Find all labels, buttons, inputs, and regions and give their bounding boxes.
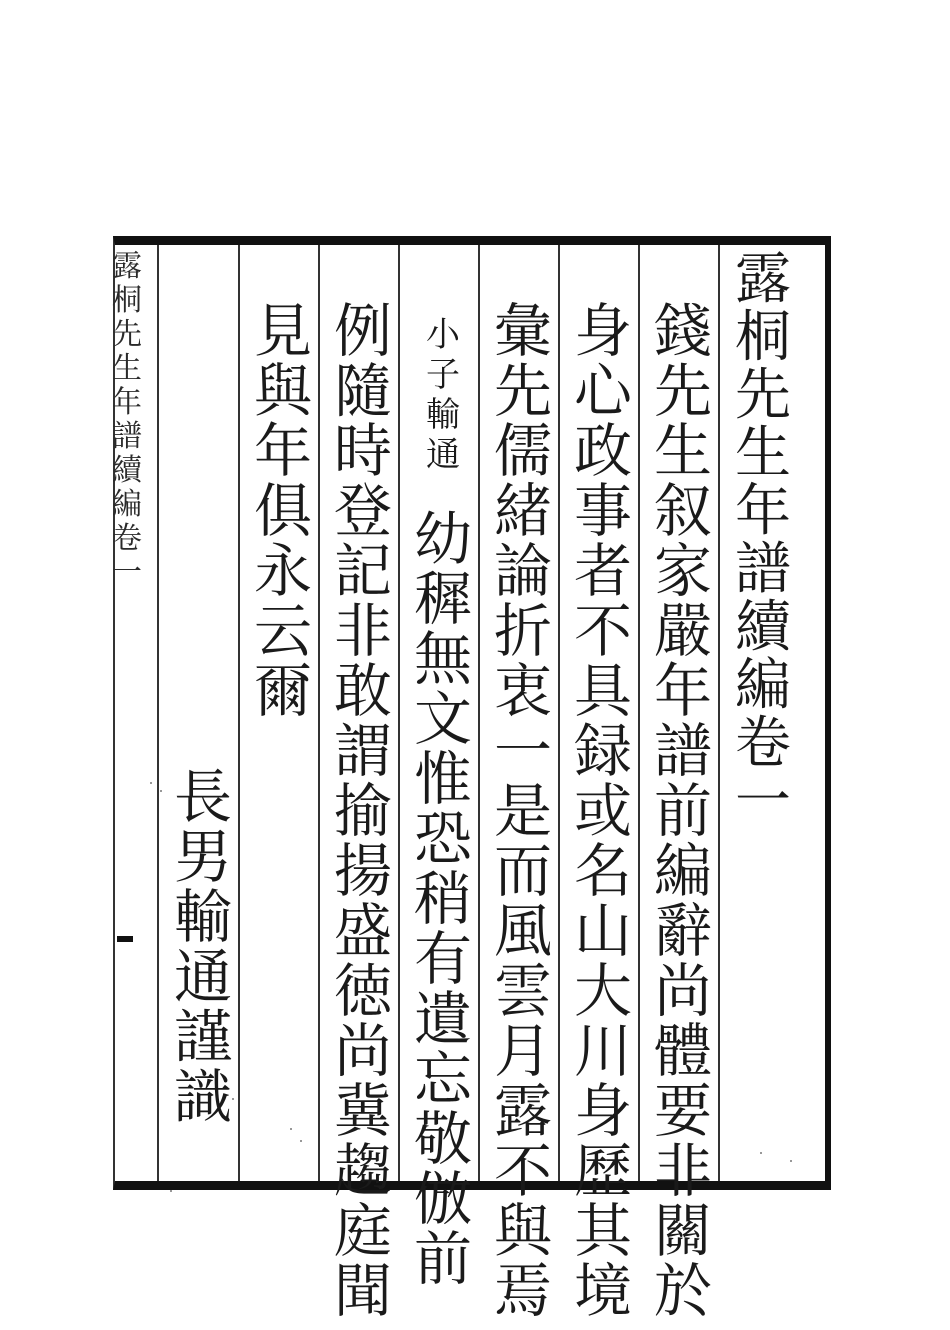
text-char: 者	[573, 537, 632, 605]
note-char: 通	[426, 435, 460, 475]
text-char: 敢	[333, 657, 392, 725]
title-char: 續	[735, 595, 791, 660]
text-char: 聞	[333, 1257, 392, 1325]
text-char: 論	[493, 537, 552, 605]
text-char: 折	[493, 597, 552, 665]
column-rule	[478, 245, 480, 1181]
text-column-1	[648, 297, 718, 1325]
text-char: 揚	[333, 837, 392, 905]
text-char: 是	[493, 777, 552, 845]
text-char: 名	[573, 837, 632, 905]
text-char: 緒	[493, 477, 552, 545]
text-char: 與	[493, 1197, 552, 1265]
column-rule	[638, 245, 640, 1181]
column-rule	[718, 245, 720, 1181]
column-rule	[398, 245, 400, 1181]
margin-char: 譜	[112, 419, 142, 454]
text-char: 衷	[493, 657, 552, 725]
text-char: 年	[253, 417, 312, 485]
text-char: 政	[573, 417, 632, 485]
text-column-5	[328, 297, 398, 1325]
text-char: 非	[333, 597, 392, 665]
text-char: 山	[573, 897, 632, 965]
text-char: 年	[653, 657, 712, 725]
text-char: 幼	[413, 505, 472, 573]
text-char: 其	[573, 1197, 632, 1265]
margin-char: 露	[112, 249, 142, 284]
text-char: 前	[413, 1225, 472, 1293]
signature-char: 通	[173, 943, 232, 1011]
text-char: 見	[253, 297, 312, 365]
scan-speck	[170, 1190, 172, 1192]
text-char: 揄	[333, 777, 392, 845]
text-column-2	[568, 297, 638, 1325]
signature-char: 長	[173, 763, 232, 831]
text-char: 稍	[413, 865, 472, 933]
text-char: 與	[253, 357, 312, 425]
text-char: 焉	[493, 1257, 552, 1325]
text-char: 盛	[333, 897, 392, 965]
text-char: 要	[653, 1077, 712, 1145]
column-rule	[558, 245, 560, 1181]
text-char: 遺	[413, 985, 472, 1053]
text-char: 而	[493, 837, 552, 905]
text-char: 家	[653, 537, 712, 605]
document-title	[728, 247, 798, 834]
text-char: 謂	[333, 717, 392, 785]
text-char: 一	[493, 717, 552, 785]
text-char: 冀	[333, 1077, 392, 1145]
text-char: 尚	[333, 1017, 392, 1085]
text-char: 記	[333, 537, 392, 605]
margin-block-mark	[117, 936, 133, 942]
scan-speck	[790, 1160, 792, 1162]
text-char: 叙	[653, 477, 712, 545]
text-char: 錢	[653, 297, 712, 365]
title-char: 譜	[735, 537, 791, 602]
text-char: 登	[333, 477, 392, 545]
text-char: 嚴	[653, 597, 712, 665]
text-char: 録	[573, 717, 632, 785]
text-char: 惟	[413, 745, 472, 813]
text-char: 先	[493, 357, 552, 425]
text-char: 關	[653, 1197, 712, 1265]
text-char: 大	[573, 957, 632, 1025]
title-char: 一	[735, 769, 791, 834]
text-char: 事	[573, 477, 632, 545]
small-note	[418, 315, 468, 478]
text-char: 文	[413, 685, 472, 753]
margin-char: 續	[112, 453, 142, 488]
text-char: 不	[573, 597, 632, 665]
text-char: 永	[253, 537, 312, 605]
text-char: 辭	[653, 897, 712, 965]
signature-char: 輸	[173, 883, 232, 951]
text-char: 庭	[333, 1197, 392, 1265]
text-char: 彙	[493, 297, 552, 365]
margin-label	[110, 249, 144, 592]
column-rule	[318, 245, 320, 1181]
text-char: 編	[653, 837, 712, 905]
text-char: 非	[653, 1137, 712, 1205]
note-char: 小	[426, 315, 460, 355]
signature	[168, 763, 238, 1131]
title-char: 桐	[735, 305, 791, 370]
text-char: 忘	[413, 1045, 472, 1113]
text-char: 風	[493, 897, 552, 965]
text-char: 譜	[653, 717, 712, 785]
text-char: 隨	[333, 357, 392, 425]
text-char: 不	[493, 1137, 552, 1205]
text-char: 於	[653, 1257, 712, 1325]
text-char: 俱	[253, 477, 312, 545]
text-column-3	[488, 297, 558, 1325]
margin-char: 年	[112, 385, 142, 420]
note-char: 子	[426, 355, 460, 395]
text-char: 時	[333, 417, 392, 485]
text-char: 川	[573, 1017, 632, 1085]
text-char: 具	[573, 657, 632, 725]
text-char: 尚	[653, 957, 712, 1025]
signature-char: 識	[173, 1063, 232, 1131]
title-char: 卷	[735, 711, 791, 776]
scan-speck	[300, 1140, 302, 1142]
text-char: 敬	[413, 1105, 472, 1173]
margin-char: 卷	[112, 521, 142, 556]
text-char: 體	[653, 1017, 712, 1085]
text-column-6	[248, 297, 318, 725]
text-char: 或	[573, 777, 632, 845]
scan-speck	[232, 1098, 234, 1100]
margin-char: 生	[112, 351, 142, 386]
margin-char: 一	[112, 555, 142, 590]
text-char: 身	[573, 1077, 632, 1145]
text-char: 儒	[493, 417, 552, 485]
text-char: 云	[253, 597, 312, 665]
signature-char: 男	[173, 823, 232, 891]
scan-speck	[160, 790, 162, 792]
text-char: 先	[653, 357, 712, 425]
text-column-4	[408, 505, 478, 1293]
text-char: 無	[413, 625, 472, 693]
note-char: 輸	[426, 395, 460, 435]
text-char: 月	[493, 1017, 552, 1085]
scan-speck	[760, 1152, 762, 1154]
text-char: 有	[413, 925, 472, 993]
title-char: 生	[735, 421, 791, 486]
text-char: 爾	[253, 657, 312, 725]
scan-speck	[150, 782, 152, 784]
text-char: 生	[653, 417, 712, 485]
text-char: 徳	[333, 957, 392, 1025]
text-char: 趨	[333, 1137, 392, 1205]
text-char: 境	[573, 1257, 632, 1325]
text-char: 雲	[493, 957, 552, 1025]
text-char: 倣	[413, 1165, 472, 1233]
margin-char: 編	[112, 487, 142, 522]
column-rule	[157, 245, 159, 1181]
text-char: 心	[573, 357, 632, 425]
title-char: 先	[735, 363, 791, 428]
text-char: 露	[493, 1077, 552, 1145]
signature-char: 謹	[173, 1003, 232, 1071]
text-char: 穉	[413, 565, 472, 633]
margin-char: 桐	[112, 283, 142, 318]
text-char: 前	[653, 777, 712, 845]
text-char: 恐	[413, 805, 472, 873]
title-char: 露	[735, 247, 791, 312]
text-char: 歷	[573, 1137, 632, 1205]
text-char: 例	[333, 297, 392, 365]
margin-char: 先	[112, 317, 142, 352]
text-char: 身	[573, 297, 632, 365]
title-char: 年	[735, 479, 791, 544]
title-char: 編	[735, 653, 791, 718]
scan-speck	[290, 1128, 292, 1130]
column-rule	[238, 245, 240, 1181]
